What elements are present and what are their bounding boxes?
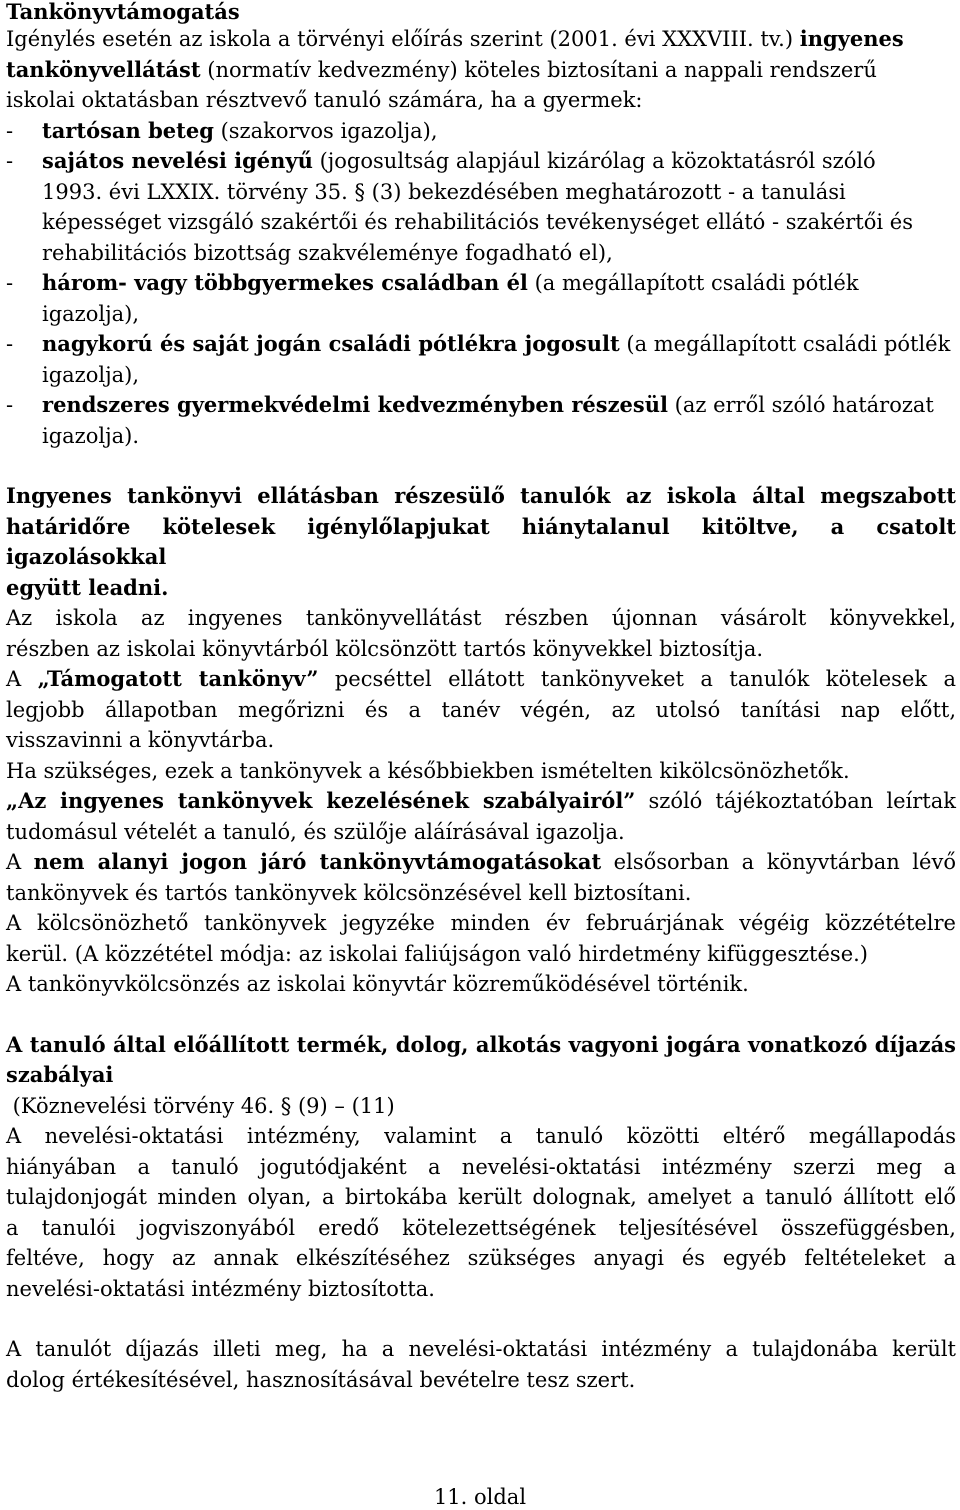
- list-item-continuation: igazolja),: [42, 301, 140, 326]
- text: A: [6, 850, 22, 874]
- paragraph-line: [6, 847, 956, 878]
- paragraph-line: legjobb állapotban megőrizni és a tanév végén, az utolsó tanítási nap előtt,: [6, 697, 956, 722]
- bold-notice-line-2: határidőre kötelesek igénylőlapjukat hiánytalanul kitöltve, a csatolt igazolásokkal: [6, 513, 956, 569]
- paragraph-line: tulajdonjogát minden olyan, a birtokába került dolognak, amelyet a tanuló állított elő: [6, 1185, 956, 1209]
- intro-bold: ingyenes: [799, 26, 904, 51]
- paragraph-line: nevelési-oktatási intézmény biztosította.: [6, 1276, 435, 1301]
- list-item-sajatos-nevelesi: [6, 146, 956, 177]
- paragraph-line: A nevelési-oktatási intézmény, valamint a tanuló közötti eltérő megállapodás: [6, 1124, 956, 1148]
- list-dash: -: [6, 149, 14, 173]
- paragraph-line: tankönyvek és tartós tankönyvek kölcsönzésével kell biztosítani.: [6, 880, 692, 905]
- paragraph-line: feltéve, hogy az annak elkészítéséhez szükséges anyagi és egyéb feltételeket a: [6, 1246, 956, 1270]
- list-item-bold: tartósan beteg: [42, 117, 214, 143]
- bold-notice-line-1: Ingyenes tankönyvi ellátásban részesülő tanulók az iskola által megszabott: [6, 483, 956, 508]
- paragraph-line: Ha szükséges, ezek a tankönyvek a későbbiekben ismételten kikölcsönözhetők.: [6, 758, 850, 783]
- document-title-ref: „Az ingyenes tankönyvek kezelésének szabályairól”: [6, 788, 636, 813]
- paragraph-line: [6, 664, 956, 695]
- list-item-nagykoru: [6, 329, 956, 360]
- list-item-continuation: 1993. évi LXXIX. törvény 35. § (3) bekezdésében meghatározott - a tanulási: [42, 179, 846, 204]
- list-item-text: (jogosultság alapjául kizárólag a közoktatásról szóló: [319, 149, 876, 173]
- spacer: [6, 1000, 956, 1030]
- paragraph-line: Az iskola az ingyenes tankönyvellátást részben újonnan vásárolt könyvekkel,: [6, 606, 956, 630]
- list-item-continuation: rehabilitációs bizottság szakvéleménye fogadható el),: [42, 240, 613, 265]
- list-item-continuation: igazolja).: [42, 423, 140, 448]
- paragraph-line: a tanulói jogviszonyából eredő kötelezettségének teljesítésével összefüggésben,: [6, 1215, 956, 1240]
- document-page: [6, 0, 956, 1395]
- list-item-harom-gyermekes: [6, 268, 956, 299]
- spacer: [6, 1304, 956, 1334]
- list-item-tartosan-beteg: [6, 116, 956, 147]
- intro-line-1: [6, 24, 956, 55]
- list-dash: -: [6, 332, 14, 356]
- list-item-text: (a megállapított családi pótlék: [626, 332, 951, 356]
- paragraph-line: A kölcsönözhető tankönyvek jegyzéke minden év februárjának végéig közzétételre: [6, 911, 956, 935]
- paragraph-line: hiányában a tanuló jogutódjaként a nevelési-oktatási intézmény szerzi meg a: [6, 1154, 956, 1179]
- list-item-rendszeres: [6, 390, 956, 421]
- stamp-name: „Támogatott tankönyv”: [37, 666, 319, 691]
- paragraph-line: tudomásul vételét a tanuló, és szülője aláírásával igazolja.: [6, 819, 625, 844]
- spacer: [6, 451, 956, 481]
- section-title-dijazas-line-2: szabályai: [6, 1062, 114, 1087]
- list-item-continuation: igazolja),: [42, 362, 140, 387]
- text: pecséttel ellátott tankönyveket a tanulók kötelesek a: [334, 667, 956, 691]
- intro-line-3: iskolai oktatásban résztvevő tanuló számára, ha a gyermek:: [6, 88, 643, 112]
- paragraph-line: [6, 786, 956, 817]
- list-item-text: (a megállapított családi pótlék: [534, 271, 859, 295]
- list-item-text: (az erről szóló határozat: [674, 393, 934, 417]
- list-item-bold: három- vagy többgyermekes családban él: [42, 270, 528, 295]
- list-dash: -: [6, 393, 14, 417]
- bold-notice-line-3: együtt leadni.: [6, 574, 169, 600]
- paragraph-line: visszavinni a könyvtárba.: [6, 728, 275, 752]
- list-item-bold: rendszeres gyermekvédelmi kedvezményben részesül: [42, 392, 668, 417]
- list-item-text: (szakorvos igazolja),: [220, 118, 438, 143]
- bold-phrase: nem alanyi jogon járó tankönyvtámogatásokat: [33, 849, 602, 874]
- text: elsősorban a könyvtárban lévő: [613, 850, 956, 874]
- list-item-bold: sajátos nevelési igényű: [42, 148, 313, 173]
- intro-line-2: [6, 55, 956, 86]
- intro-text-2: (normatív kedvezmény) köteles biztosítani a nappali rendszerű: [207, 57, 877, 82]
- page-number: 11. oldal: [433, 1485, 527, 1509]
- paragraph-line: A tankönyvkölcsönzés az iskolai könyvtár közreműködésével történik.: [6, 972, 749, 996]
- paragraph-line: A tanulót díjazás illeti meg, ha a nevelési-oktatási intézmény a tulajdonába került: [6, 1337, 956, 1361]
- section-title-tankonyvtamogatas: Tankönyvtámogatás: [6, 0, 240, 24]
- list-item-continuation: képességet vizsgáló szakértői és rehabilitációs tevékenységet ellátó - szakértői és: [42, 210, 913, 234]
- text: szóló tájékoztatóban leírtak: [648, 789, 956, 813]
- list-item-bold: nagykorú és saját jogán családi pótlékra jogosult: [42, 331, 620, 356]
- paragraph-line: dolog értékesítésével, hasznosításával bevételre tesz szert.: [6, 1367, 636, 1392]
- list-dash: -: [6, 271, 14, 295]
- paragraph-line: kerül. (A közzététel módja: az iskolai faliújságon való hirdetmény kifüggesztése.): [6, 941, 868, 966]
- intro-bold-2: tankönyvellátást: [6, 56, 201, 82]
- list-dash: -: [6, 118, 14, 143]
- law-reference: (Köznevelési törvény 46. § (9) – (11): [6, 1093, 395, 1118]
- paragraph-line: részben az iskolai könyvtárból kölcsönzött tartós könyvekkel biztosítja.: [6, 636, 764, 661]
- text: A: [6, 667, 22, 691]
- intro-text: Igénylés esetén az iskola a törvényi előírás szerint (2001. évi XXXVIII. tv.): [6, 27, 794, 51]
- section-title-dijazas-line-1: A tanuló által előállított termék, dolog, alkotás vagyoni jogára vonatkozó díjazás: [6, 1031, 956, 1057]
